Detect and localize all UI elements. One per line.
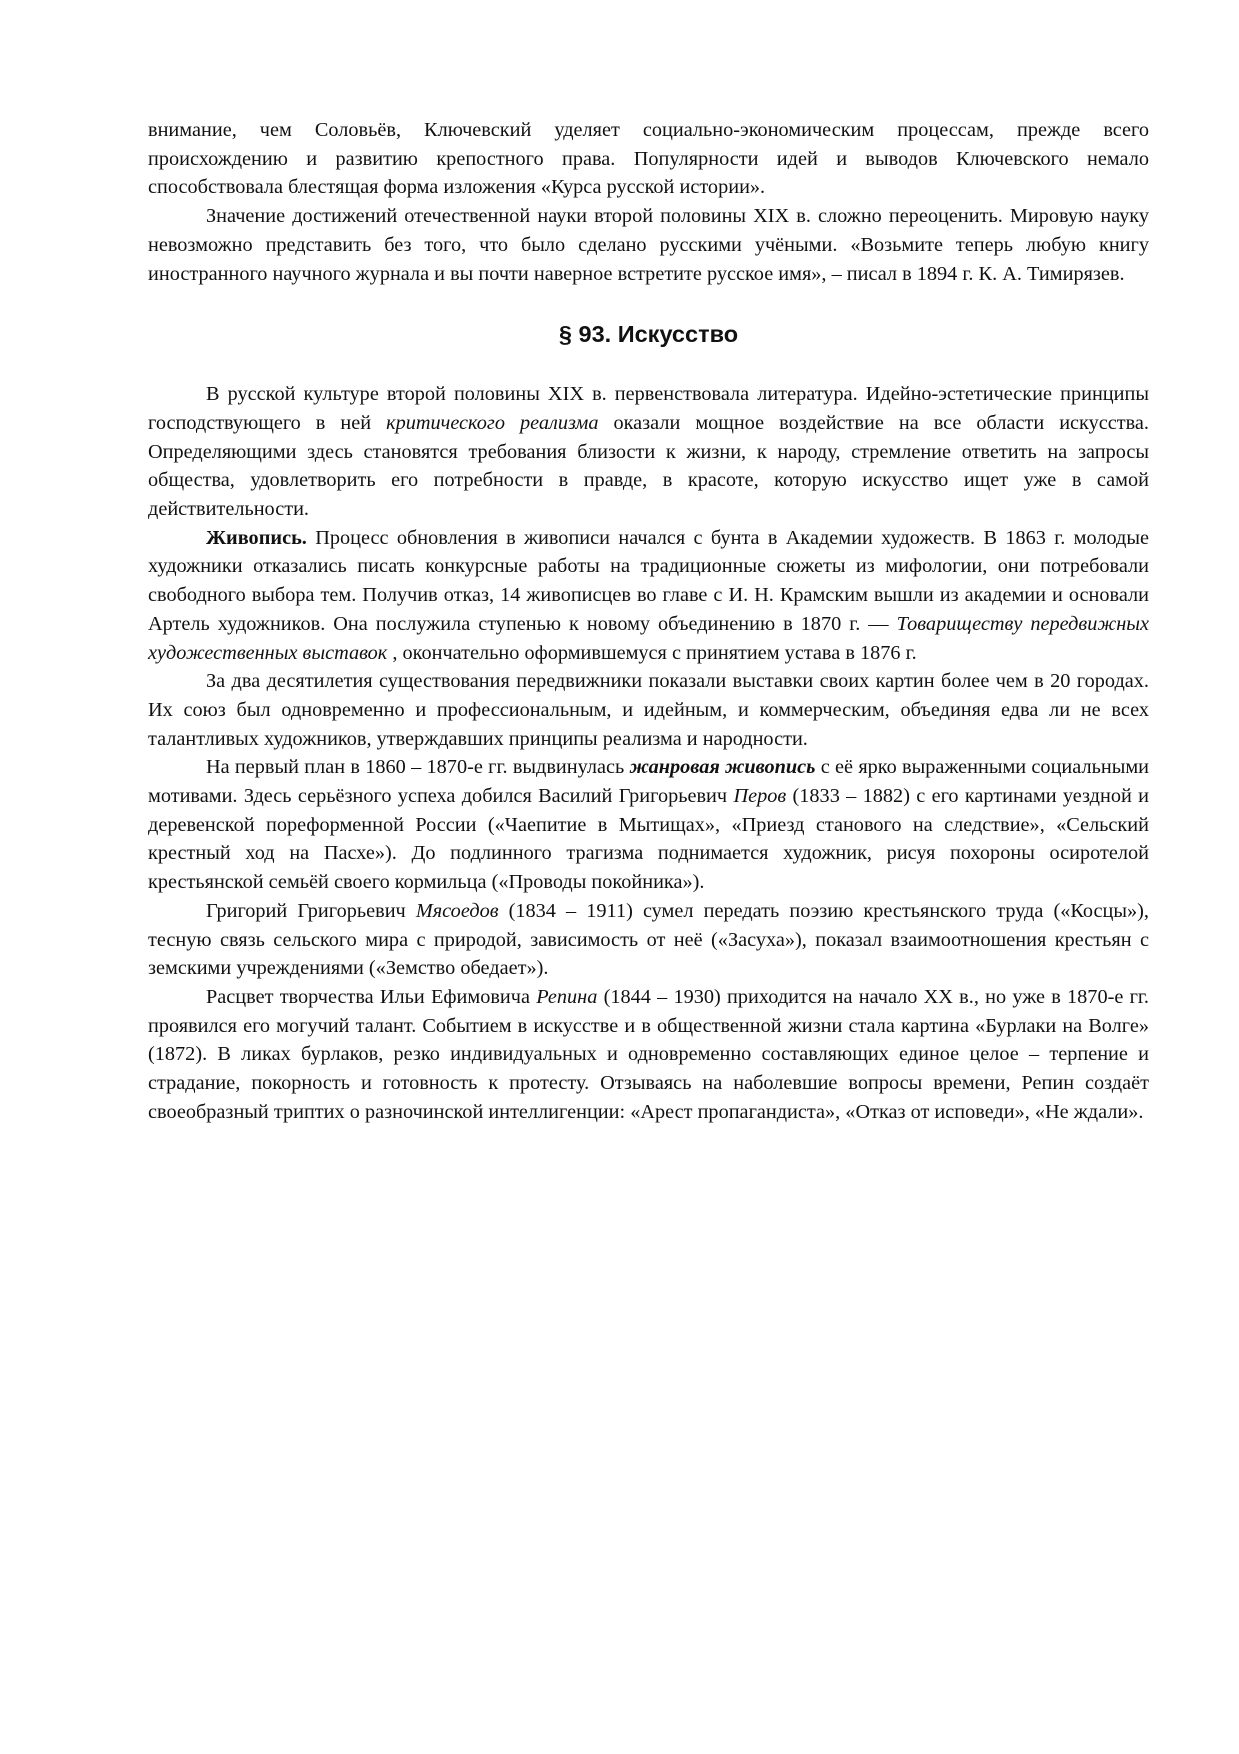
text-run: Процесс обновления в живописи начался с бунта в Академии художеств. В 1863 г. молодые художники отказались писать конкурсные работы на традиционные сюжеты из мифологии, они потребовали свободного выбора тем. Получив отказ, 14 живописцев во главе с И. Н. Крамским вышли из академии и основали Артель художников. Она послужила ступенью к новому объединению в 1870 г. — — [148, 526, 1149, 635]
text-run: Григорий Григорьевич — [206, 899, 416, 922]
emphasis-text: Товариществу передвижных художественных выставок — [148, 612, 1149, 664]
text-run: В русской культуре второй половины XIX в. первенствовала литература. Идейно-эстетические принципы господствующего в ней — [148, 383, 1149, 434]
text-run: Расцвет творчества Ильи Ефимовича — [206, 985, 537, 1008]
text-run: , окончательно оформившемуся с принятием устава в 1876 г. — [387, 641, 917, 664]
section-heading: § 93. Искусство — [558, 321, 739, 348]
document-page — [148, 116, 1149, 1127]
paragraph — [148, 983, 1149, 1127]
text-run: На первый план в 1860 – 1870-е гг. выдвинулась — [206, 756, 630, 779]
text-run: За два десятилетия существования передвижники показали выставки своих картин более чем в 20 городах. Их союз был одновременно и профессиональным, и идейным, и коммерческим, объединяя едва ли не всех талантливых художников, утверждавших принципы реализма и народности. — [148, 670, 1149, 750]
text-run: оказали мощное воздействие на все области искусства. Определяющими здесь становятся требования близости к жизни, к народу, стремление ответить на запросы общества, удовлетворить его потребности в правде, в красоте, которую искусство ищет уже в самой действительности. — [148, 411, 1150, 521]
emphasis-text: критического реализма — [386, 411, 599, 434]
emphasis-text: Репина — [536, 985, 598, 1008]
intro-section — [148, 116, 1149, 288]
emphasis-text: жанровая живопись — [629, 756, 816, 779]
paragraph — [148, 380, 1149, 524]
paragraph — [148, 897, 1149, 983]
text-run: с её ярко выраженными социальными мотивами. Здесь серьёзного успеха добился Василий Григорьевич — [148, 756, 1150, 808]
paragraph — [148, 116, 1149, 202]
text-run: (1833 – 1882) с его картинами уездной и деревенской пореформенной России («Чаепитие в Мытищах», «Приезд станового на следствие», «Сельский крестный ход на Пасхе»). До подлинного трагизма поднимается художник, рисуя похороны осиротелой крестьянской семьёй своего кормильца («Проводы покойника»). — [148, 785, 1150, 894]
text-run: (1834 – 1911) сумел передать поэзию крестьянского труда («Косцы»), тесную связь сельского мира с природой, зависимость от неё («Засуха»), показал взаимоотношения крестьян с земскими учреждениями («Земство обедает»). — [148, 899, 1149, 980]
paragraph — [148, 202, 1149, 288]
text-run: внимание, чем Соловьёв, Ключевский уделяет социально-экономическим процессам, прежде всего происхождению и развитию крепостного права. Популярности идей и выводов Ключевского немало способствовала блестящая форма изложения «Курса русской истории». — [148, 119, 1149, 199]
body-section — [148, 380, 1149, 1126]
paragraph — [148, 753, 1149, 897]
emphasis-text: Мясоедов — [415, 899, 499, 922]
paragraph — [148, 667, 1149, 753]
paragraph — [148, 524, 1149, 668]
text-run: (1844 – 1930) приходится на начало XX в., но уже в 1870-е гг. проявился его могучий талант. Событием в искусстве и в общественной жизни стала картина «Бурлаки на Волге» (1872). В ликах бурлаков, резко индивидуальных и одновременно составляющих единое целое – терпение и страдание, покорность и готовность к протесту. Отзываясь на наболевшие вопросы времени, Репин создаёт своеобразный триптих о разночинской интеллигенции: «Арест пропагандиста», «Отказ от исповеди», «Не ждали». — [148, 985, 1149, 1123]
emphasis-text: Перов — [733, 785, 787, 808]
emphasis-text: Живопись. — [206, 526, 307, 549]
text-run: Значение достижений отечественной науки второй половины XIX в. сложно переоценить. Мировую науку невозможно представить без того, что было сделано русскими учёными. «Возьмите теперь любую книгу иностранного научного журнала и вы почти наверное встретите русское имя», – писал в 1894 г. К. А. Тимирязев. — [148, 205, 1149, 285]
